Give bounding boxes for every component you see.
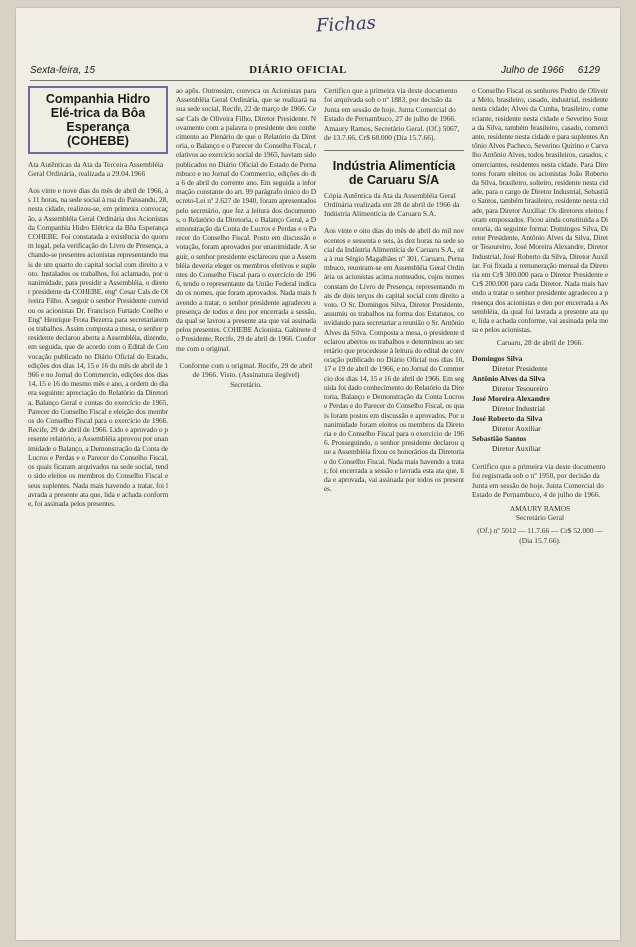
article-1-subtitle: Ata Autênticas da Ata da Terceira Assembléia Geral Ordinária, realizada a 29.04.1966 [28,160,164,178]
article-2-body: Aos vinte e oito dias do mês de abril do mil novecentos e sessenta e seis, às dez horas na sede social da Indústria Alimentícia de Caruaru S.A., sita à rua Sérgio Magalhães nº 301, Caruaru, Pernambuco, reuniram-se em Assembléia Geral Ordinária os acionistas acima nomeados, cujos nomes constam do Livro de Presença, representando mais de dois terços do capital social com direito a voto. O Sr. Domingos Silva, Diretor Presidente, assumiu os trabalhos na forma dos Estatutos, convidando para secretariar a reunião o Sr. Antônio Alves da Silva. Composta a mesa, o presidente declarou abertos os trabalhos e determinou ao secretário que procedesse à leitura do edital de convocação publicado no Diário Oficial nos dias 10, 17 e 19 de abril de 1966, e no Jornal do Commercio dos dias 14, 15 e 16 de abril de 1966. Em seguida foi dado conhecimento do Relatório da Diretoria, Balanço e Demonstração da Conta Lucros e Perdas e do Parecer do Conselho Fiscal, os quais foram postos em discussão e aprovados. Por unanimidade foram eleitos os membros da Diretoria e do Conselho Fiscal para o exercício de 1966. Prosseguindo, o senhor presidente declarou que a Assembléia fixou os honorários da Diretoria e do Conselho Fiscal. Nada mais havendo a tratar, foi encerrada a sessão e lavrada esta ata que, lida e aprovada, vai assinada por todos os presentes. [324,226,464,494]
article-2-registration-note: Certifico que a primeira via deste documento foi arquivada sob o nº 1883, por decisão da Junta em sessão de hoje. Junta Comercial do Estado de Pernambuco, 27 de julho de 1966. Amaury Ramos, Secretário Geral. (Of.) 5067, de 13.7.66, Cr$ 68.000 (Dia 15.7.66). [324,86,460,143]
column-1 [28,86,168,932]
column-3 [324,86,464,932]
article-1-title: Companhia Hidro Elé-trica da Bôa Esperança (COHEBE) [45,92,151,148]
handwritten-note: Fichas [315,12,377,37]
article-2-body-continued: o Conselho Fiscal os senhores Pedro de Oliveira Melo, brasileiro, casado, industrial, residente nesta cidade; Alves da Cunha, brasileiro, comerciante, residente nesta cidade e Severino Souza da Silva, também brasileiro, casado, comerciante, residente nesta cidade e para suplentes Antônio Alves Pacheco, Severino Quirino e Carvalho Antônio Alves, todos brasileiros, casados, comerciantes, residentes nesta cidade. Para Diretores foram eleitos os acionistas João Roberto da Silva, brasileiro, solteiro, residente nesta cidade, para o cargo de Diretor Industrial, Sebastião Santos, também brasileiro, residente nesta cidade, para Diretor Auxiliar. Os diretores eleitos foram empossados. Ficou ainda constituída a Diretoria, da seguinte forma: Domingos Silva, Diretor Presidente, Antônio Alves da Silva, Diretor Tesoureiro, José Moreira Alexandre, Diretor Industrial, José Roberto da Silva, Diretor Auxiliar. Foi fixada a remuneração mensal da Diretoria em Cr$ 300.000 para o Diretor Presidente e Cr$ 200.000 para cada Diretor. Nada mais havendo a tratar o senhor presidente agradeceu a presença dos acionistas e deu por encerrada a Assembléia, da qual foi lavrada a presente ata que, lida e achada conforme, vai assinada pela mesa e pelos acionistas. [472,86,608,335]
signature-item: José Moreira Alexandre Diretor Industrial [472,393,550,413]
newspaper-page [16,8,620,940]
signature-block [472,354,608,454]
header-date: Julho de 1966 [501,64,564,76]
secretary-name: AMAURY RAMOS [509,503,571,513]
page-header [30,60,600,81]
article-2-date: Caruaru, 28 de abril de 1966. [496,338,584,348]
header-weekday: Sexta-feira, 15 [30,64,96,76]
article-2-title: Indústria Alimentícia de Caruaru S/A [332,159,456,188]
signature-item: Antônio Alves da Silva Diretor Tesoureiro [472,373,549,393]
article-1-body: Aos vinte e nove dias do mês de abril de 1966, às 11 horas, na sede social à rua do Paissandu, 28, nesta cidade, realizou-se, em primeira convocação, a Assembléia Geral Ordinária dos Acionistas da Companhia Hidro Elétrica da Bôa Esperança COHEBE. Foi constatada a existência do quorum legal, pela verificação do Livro de Presença, achando-se presentes acionistas representando mais de um quarto do capital social com direito a voto. Instalados os trabalhos, foi aclamado, por unanimidade, para presidir a Assembléia, o diretor presidente da COHEBE, engº Cesar Cals de Oliveira Filho. A seguir o senhor Presidente convidou os acionistas Dr. Francisco Furtado Coelho e Engº Henrique Frota Bezerra para secretariarem os trabalhos. Assim composta a mesa, o senhor presidente declarou aberta a Assembléia, dizendo, em seguida, que de acordo com o Edital de Convocação publicado no Diário Oficial do Estado, edições dos dias 14, 15 e 16 do mês de abril de 1966 e no Jornal do Commercio, edições dos dias 14, 15 e 16 do mesmo mês e ano, a ordem do dia era seguinte: apreciação do Relatório da Diretoria, Balanço Geral e contas do exercício de 1965, Parecer do Conselho Fiscal e eleição dos membros do Conselho Fiscal para o exercício de 1966. Recife, 29 de abril de 1966. Lido e aprovado o presente relatório, a Assembléia aprovou por unanimidade o Balanço, a Demonstração da Conta de Lucros e Perdas e o Parecer do Conselho Fiscal, os quais ficaram arquivados na sede social, tendo sido eleitos os membros do Conselho Fiscal e seus suplentes. Nada mais havendo a tratar, foi lavrada a presente ata que, lida e achada conforme, foi assinada pelos presentes. [28,186,168,508]
header-page-number: 6129 [577,64,600,76]
header-date-page [501,65,600,76]
header-newspaper-title: DIÁRIO OFICIAL [249,64,347,76]
article-2-subtitle: Cópia Autêntica da Ata da Assembléia Geral Ordinária realizada em 28 de abril de 1966 da Indústria Alimentícia de Caruaru S.A. [324,191,460,219]
article-1-body-continued: ao apôs. Outrossim, convoca os Acionistas para Assembléia Geral Ordinária, que se realizará na sua sede social, Recife, 22 de março de 1966. Cesar Cals de Oliveira Filho, Diretor Presidente. Novamente com a palavra o presidente deu conhecimento ao Plenário de que o Relatório da Diretoria, o Balanço e o Parecer do Conselho Fiscal, relativos ao exercício social de 1965, haviam sido publicados no Diário Oficial do Estado de Pernambuco e no Jornal do Commercio, edições do dia 6 de abril do corrente ano. Em seguida a informação constante do art. 99 parágrafo único do Decreto-Lei nº 2.627 de 1940, foram apresentados pelo secretário, que fez a leitura dos documentos, o Relatório da Diretoria, o Balanço Geral, a Demonstração da Conta de Lucros e Perdas e o Parecer do Conselho Fiscal. Posto em discussão e votação, foram aprovados por unanimidade. A seguir, o senhor presidente esclareceu que a Assembléia deveria eleger os membros efetivos e suplentes do Conselho Fiscal para o exercício de 1966, tendo o representante da União Federal indicado os nomes, que foram aprovados. Nada mais havendo a tratar, o senhor presidente agradeceu a presença de todos e deu por encerrada a sessão, da qual se lavrou a presente ata que vai assinada pelos presentes. COHEBE Acionista. Gabinete do Presidente, Recife, 29 de abril de 1966. Conforme com o original. [176,86,316,353]
column-2 [176,86,316,932]
article-1-title-box [28,86,168,154]
article-2-fee: (Of.) nº 5012 — 11.7.66 — Cr$ 52.000 — (Dia 15.7.66). [477,526,603,545]
signature-item: José Roberto da Silva Diretor Auxiliar [472,413,543,433]
article-2-certification: Certifico que a primeira via deste documento foi registrada sob o nº 1950, por decisão da Junta em sessão de hoje. Junta Comercial do Estado de Pernambuco, 4 de julho de 1966. [472,461,606,500]
secretary-role: Secretário Geral [515,512,565,522]
article-1-closing: Conforme com o original. Recife, 29 de abril de 1966. Visto. (Assinatura ilegível) Secretário. [179,360,313,389]
signature-item: Sebastião Santos Diretor Auxiliar [472,433,541,453]
signature-item: Domingos Silva Diretor Presidente [472,353,548,373]
column-4 [472,86,608,932]
